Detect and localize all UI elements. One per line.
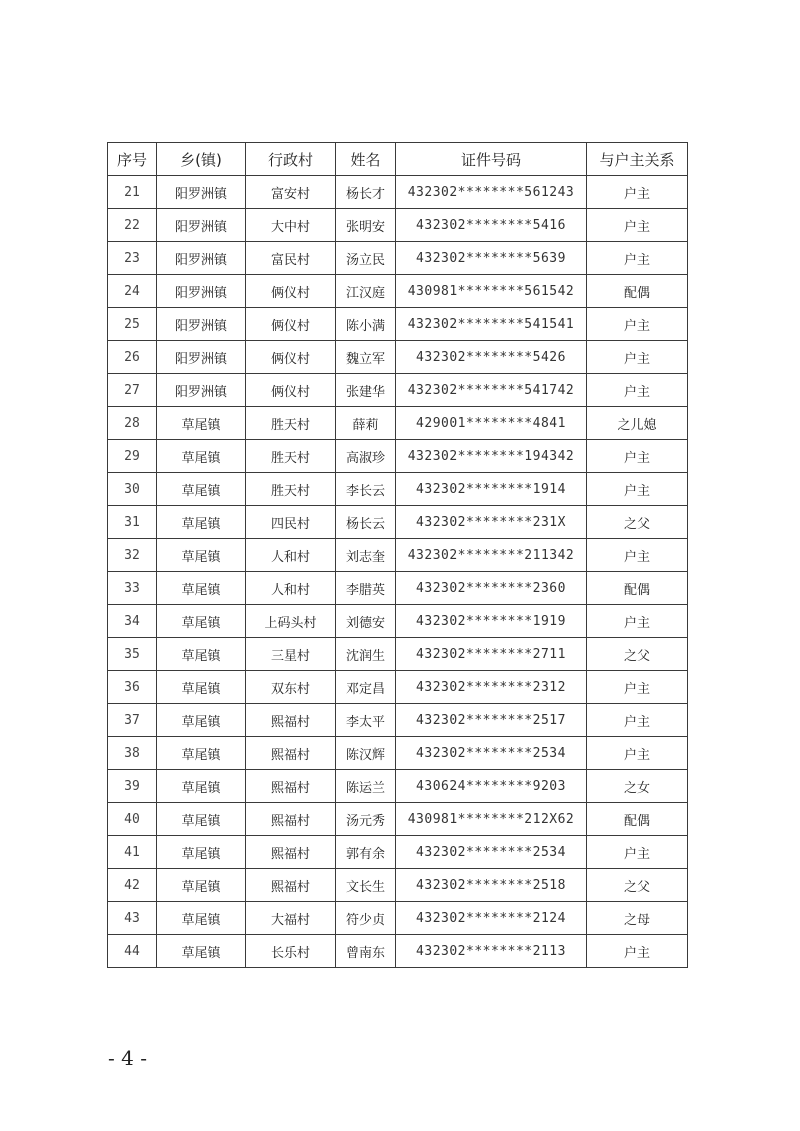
- cell-name: 沈润生: [336, 638, 396, 671]
- header-seq: 序号: [108, 143, 157, 176]
- cell-seq: 43: [108, 902, 157, 935]
- table-row: [108, 836, 688, 869]
- cell-relation: 户主: [587, 737, 688, 770]
- cell-relation: 户主: [587, 176, 688, 209]
- table-row: [108, 638, 688, 671]
- cell-village: 双东村: [246, 671, 336, 704]
- cell-seq: 44: [108, 935, 157, 968]
- cell-seq: 22: [108, 209, 157, 242]
- cell-name: 张明安: [336, 209, 396, 242]
- cell-township: 草尾镇: [157, 770, 246, 803]
- cell-id-number: 432302********211342: [396, 539, 587, 572]
- table-row: [108, 374, 688, 407]
- cell-village: 大福村: [246, 902, 336, 935]
- cell-name: 李太平: [336, 704, 396, 737]
- cell-name: 文长生: [336, 869, 396, 902]
- cell-village: 富安村: [246, 176, 336, 209]
- cell-township: 阳罗洲镇: [157, 176, 246, 209]
- cell-township: 阳罗洲镇: [157, 374, 246, 407]
- cell-township: 草尾镇: [157, 473, 246, 506]
- cell-id-number: 432302********561243: [396, 176, 587, 209]
- cell-township: 阳罗洲镇: [157, 341, 246, 374]
- cell-relation: 配偶: [587, 572, 688, 605]
- cell-id-number: 432302********1919: [396, 605, 587, 638]
- cell-relation: 户主: [587, 473, 688, 506]
- cell-name: 薛莉: [336, 407, 396, 440]
- cell-township: 草尾镇: [157, 704, 246, 737]
- cell-id-number: 432302********541742: [396, 374, 587, 407]
- table-row: [108, 737, 688, 770]
- cell-village: 人和村: [246, 572, 336, 605]
- cell-village: 俩仪村: [246, 341, 336, 374]
- cell-name: 曾南东: [336, 935, 396, 968]
- cell-relation: 配偶: [587, 275, 688, 308]
- cell-seq: 34: [108, 605, 157, 638]
- cell-id-number: 430624********9203: [396, 770, 587, 803]
- cell-name: 郭有余: [336, 836, 396, 869]
- header-village: 行政村: [246, 143, 336, 176]
- table-row: [108, 275, 688, 308]
- cell-name: 汤元秀: [336, 803, 396, 836]
- cell-name: 李腊英: [336, 572, 396, 605]
- cell-id-number: 432302********2534: [396, 737, 587, 770]
- cell-seq: 41: [108, 836, 157, 869]
- cell-village: 长乐村: [246, 935, 336, 968]
- cell-id-number: 432302********541541: [396, 308, 587, 341]
- cell-relation: 户主: [587, 308, 688, 341]
- cell-township: 阳罗洲镇: [157, 209, 246, 242]
- cell-village: 熙福村: [246, 770, 336, 803]
- cell-township: 草尾镇: [157, 869, 246, 902]
- cell-relation: 配偶: [587, 803, 688, 836]
- cell-village: 熙福村: [246, 803, 336, 836]
- cell-relation: 户主: [587, 440, 688, 473]
- cell-village: 大中村: [246, 209, 336, 242]
- table-row: [108, 671, 688, 704]
- cell-township: 草尾镇: [157, 902, 246, 935]
- cell-id-number: 432302********1914: [396, 473, 587, 506]
- cell-township: 草尾镇: [157, 737, 246, 770]
- cell-id-number: 432302********5639: [396, 242, 587, 275]
- cell-id-number: 432302********2711: [396, 638, 587, 671]
- table-row: [108, 506, 688, 539]
- cell-village: 四民村: [246, 506, 336, 539]
- header-township: 乡(镇): [157, 143, 246, 176]
- table-row: [108, 935, 688, 968]
- table-row: [108, 407, 688, 440]
- cell-seq: 24: [108, 275, 157, 308]
- cell-name: 江汉庭: [336, 275, 396, 308]
- table-row: [108, 209, 688, 242]
- cell-village: 熙福村: [246, 737, 336, 770]
- cell-id-number: 429001********4841: [396, 407, 587, 440]
- header-name: 姓名: [336, 143, 396, 176]
- cell-name: 高淑珍: [336, 440, 396, 473]
- cell-name: 陈运兰: [336, 770, 396, 803]
- header-relation: 与户主关系: [587, 143, 688, 176]
- cell-seq: 40: [108, 803, 157, 836]
- cell-id-number: 432302********2124: [396, 902, 587, 935]
- cell-name: 陈汉辉: [336, 737, 396, 770]
- cell-relation: 之父: [587, 869, 688, 902]
- cell-id-number: 432302********2312: [396, 671, 587, 704]
- cell-seq: 42: [108, 869, 157, 902]
- cell-id-number: 432302********2518: [396, 869, 587, 902]
- cell-name: 汤立民: [336, 242, 396, 275]
- cell-name: 张建华: [336, 374, 396, 407]
- cell-township: 草尾镇: [157, 506, 246, 539]
- cell-village: 富民村: [246, 242, 336, 275]
- cell-village: 熙福村: [246, 704, 336, 737]
- cell-id-number: 432302********194342: [396, 440, 587, 473]
- cell-township: 草尾镇: [157, 836, 246, 869]
- cell-seq: 38: [108, 737, 157, 770]
- cell-village: 人和村: [246, 539, 336, 572]
- cell-name: 李长云: [336, 473, 396, 506]
- cell-id-number: 430981********561542: [396, 275, 587, 308]
- cell-id-number: 432302********231X: [396, 506, 587, 539]
- cell-seq: 33: [108, 572, 157, 605]
- cell-id-number: 432302********2360: [396, 572, 587, 605]
- cell-name: 陈小满: [336, 308, 396, 341]
- cell-relation: 户主: [587, 704, 688, 737]
- cell-seq: 23: [108, 242, 157, 275]
- cell-village: 胜天村: [246, 407, 336, 440]
- cell-relation: 户主: [587, 209, 688, 242]
- cell-seq: 39: [108, 770, 157, 803]
- cell-relation: 户主: [587, 935, 688, 968]
- cell-relation: 户主: [587, 605, 688, 638]
- cell-township: 草尾镇: [157, 572, 246, 605]
- cell-village: 熙福村: [246, 869, 336, 902]
- cell-seq: 28: [108, 407, 157, 440]
- cell-village: 胜天村: [246, 473, 336, 506]
- table-row: [108, 341, 688, 374]
- cell-relation: 户主: [587, 341, 688, 374]
- cell-name: 邓定昌: [336, 671, 396, 704]
- cell-id-number: 432302********2534: [396, 836, 587, 869]
- cell-township: 草尾镇: [157, 407, 246, 440]
- cell-village: 俩仪村: [246, 308, 336, 341]
- cell-name: 刘志奎: [336, 539, 396, 572]
- cell-relation: 之儿媳: [587, 407, 688, 440]
- cell-township: 草尾镇: [157, 605, 246, 638]
- table-row: [108, 902, 688, 935]
- cell-relation: 户主: [587, 242, 688, 275]
- cell-relation: 户主: [587, 836, 688, 869]
- table-row: [108, 572, 688, 605]
- cell-township: 阳罗洲镇: [157, 242, 246, 275]
- cell-village: 熙福村: [246, 836, 336, 869]
- cell-seq: 35: [108, 638, 157, 671]
- cell-name: 魏立军: [336, 341, 396, 374]
- cell-seq: 29: [108, 440, 157, 473]
- cell-relation: 之父: [587, 506, 688, 539]
- cell-township: 阳罗洲镇: [157, 308, 246, 341]
- cell-relation: 之女: [587, 770, 688, 803]
- page-number: - 4 -: [108, 1046, 147, 1070]
- cell-id-number: 430981********212X62: [396, 803, 587, 836]
- cell-township: 草尾镇: [157, 803, 246, 836]
- table-row: [108, 539, 688, 572]
- header-id-number: 证件号码: [396, 143, 587, 176]
- cell-id-number: 432302********5426: [396, 341, 587, 374]
- table-row: [108, 869, 688, 902]
- table-row: [108, 242, 688, 275]
- cell-seq: 21: [108, 176, 157, 209]
- cell-name: 刘德安: [336, 605, 396, 638]
- cell-name: 符少贞: [336, 902, 396, 935]
- table-row: [108, 308, 688, 341]
- table-row: [108, 176, 688, 209]
- cell-id-number: 432302********2113: [396, 935, 587, 968]
- cell-township: 草尾镇: [157, 671, 246, 704]
- cell-relation: 户主: [587, 671, 688, 704]
- cell-seq: 27: [108, 374, 157, 407]
- table-body: [108, 176, 688, 968]
- cell-township: 草尾镇: [157, 638, 246, 671]
- cell-village: 俩仪村: [246, 374, 336, 407]
- cell-seq: 26: [108, 341, 157, 374]
- cell-township: 草尾镇: [157, 440, 246, 473]
- cell-township: 草尾镇: [157, 935, 246, 968]
- cell-seq: 30: [108, 473, 157, 506]
- cell-village: 俩仪村: [246, 275, 336, 308]
- table-row: [108, 704, 688, 737]
- cell-seq: 37: [108, 704, 157, 737]
- cell-township: 阳罗洲镇: [157, 275, 246, 308]
- cell-relation: 之母: [587, 902, 688, 935]
- cell-relation: 之父: [587, 638, 688, 671]
- header-row: [108, 143, 688, 176]
- table-row: [108, 440, 688, 473]
- cell-id-number: 432302********5416: [396, 209, 587, 242]
- table-row: [108, 770, 688, 803]
- roster-table: [107, 142, 688, 968]
- cell-name: 杨长才: [336, 176, 396, 209]
- cell-seq: 31: [108, 506, 157, 539]
- cell-id-number: 432302********2517: [396, 704, 587, 737]
- cell-relation: 户主: [587, 539, 688, 572]
- cell-village: 上码头村: [246, 605, 336, 638]
- cell-seq: 36: [108, 671, 157, 704]
- table-row: [108, 803, 688, 836]
- cell-seq: 32: [108, 539, 157, 572]
- table-row: [108, 473, 688, 506]
- cell-name: 杨长云: [336, 506, 396, 539]
- table-row: [108, 605, 688, 638]
- cell-township: 草尾镇: [157, 539, 246, 572]
- table-header: [108, 143, 688, 176]
- cell-relation: 户主: [587, 374, 688, 407]
- cell-seq: 25: [108, 308, 157, 341]
- cell-village: 三星村: [246, 638, 336, 671]
- cell-village: 胜天村: [246, 440, 336, 473]
